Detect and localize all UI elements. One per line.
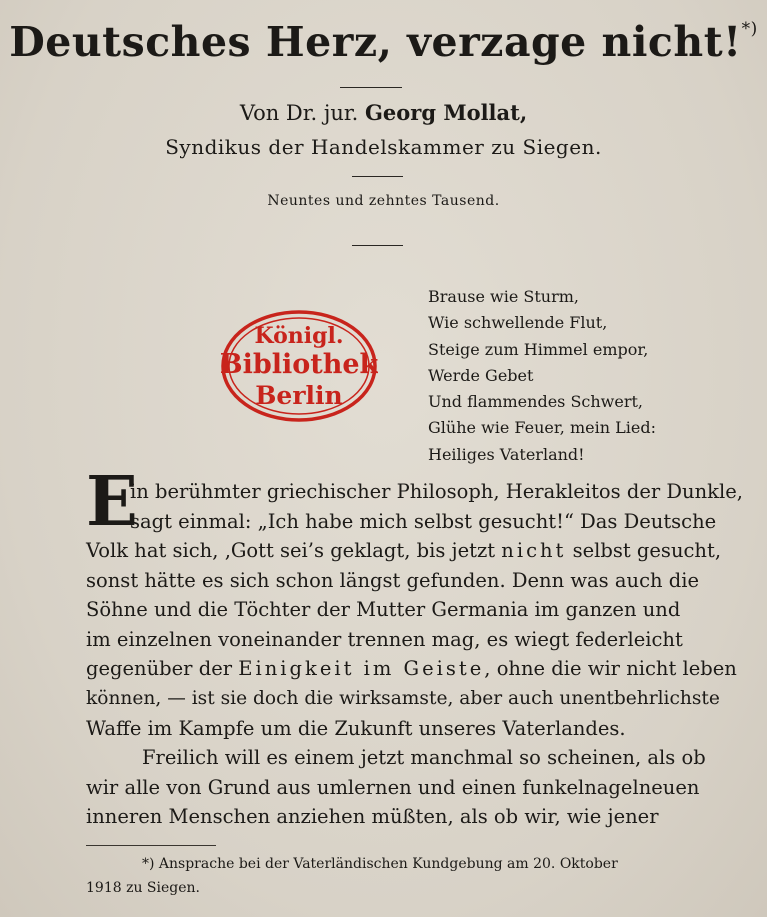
stamp-line-3: Berlin: [255, 381, 343, 410]
footnote: [86, 852, 673, 900]
poem-line: Steige zum Himmel empor,: [428, 339, 649, 359]
body-line-7a: gegenüber der: [86, 657, 239, 681]
poem-line: Und flammendes Schwert,: [428, 392, 644, 412]
library-stamp: [220, 309, 378, 423]
footnote-line-1: *) Ansprache bei der Vaterländischen Kundgebung am 20. Oktober: [142, 856, 618, 872]
poem: [428, 284, 656, 468]
body-line-9: Waffe im Kampfe um die Zukunft unseres Vaterlandes.: [86, 716, 626, 740]
title-text: Deutsches Herz, verzage nicht!: [9, 18, 742, 66]
emphasis-nicht: nicht: [501, 539, 567, 562]
poem-line: Werde Gebet: [428, 365, 534, 385]
emphasis-einigkeit: Einigkeit im Geiste: [238, 657, 485, 681]
edition-divider: [352, 245, 403, 246]
stamp-line-1: Königl.: [254, 323, 344, 349]
poem-line: Brause wie Sturm,: [428, 287, 579, 306]
author-name: Georg Mollat,: [364, 100, 528, 125]
author-role: Syndikus der Handelskammer zu Siegen.: [165, 135, 602, 159]
edition-note: Neuntes und zehntes Tausend.: [267, 193, 500, 209]
body-line-3c: selbst gesucht,: [566, 539, 722, 562]
body-line-12: inneren Menschen anziehen müßten, als ob wir, wie jener: [86, 805, 659, 829]
body-line-7c: , ohne die wir nicht leben: [484, 657, 737, 681]
body-line-3a: Volk hat sich, ‚Gott sei’s geklagt, bis jetzt: [86, 539, 502, 562]
body-line-1: in berühmter griechischer Philosoph, Herakleitos der Dunkle,: [130, 480, 743, 503]
body-line-4: sonst hätte es sich schon längst gefunden. Denn was auch die: [86, 568, 700, 592]
poem-line: Glühe wie Feuer, mein Lied:: [428, 418, 656, 438]
body-line-11: wir alle von Grund aus umlernen und einen funkelnagelneuen: [86, 775, 700, 799]
body-line-5: Söhne und die Töchter der Mutter Germania im ganzen und: [86, 598, 681, 622]
title-divider: [340, 87, 402, 88]
byline: [0, 100, 767, 125]
body-line-6: im einzelnen voneinander trennen mag, es wiegt federleicht: [86, 627, 683, 651]
title-footnote-mark: *): [741, 19, 758, 39]
drop-cap: E: [86, 462, 138, 542]
body-line-3: [86, 536, 722, 566]
poem-line: Heiliges Vaterland!: [428, 444, 585, 464]
body-text: [86, 536, 737, 832]
body-line-8: können, — ist sie doch die wirksamste, aber auch unentbehrlichste: [86, 687, 720, 709]
byline-prefix: Von Dr. jur.: [239, 101, 365, 125]
body-line-7: [86, 654, 737, 684]
stamp-line-2: Bibliothek: [220, 349, 378, 380]
role-divider: [352, 176, 403, 177]
footnote-line-2: 1918 zu Siegen.: [86, 880, 200, 896]
poem-line: Wie schwellende Flut,: [428, 313, 608, 333]
body-line-2: sagt einmal: „Ich habe mich selbst gesucht!“ Das Deutsche: [130, 510, 717, 533]
footnote-divider: [86, 845, 216, 846]
body-line-10: Freilich will es einem jetzt manchmal so scheinen, als ob: [142, 746, 706, 770]
page-title: [0, 18, 767, 66]
